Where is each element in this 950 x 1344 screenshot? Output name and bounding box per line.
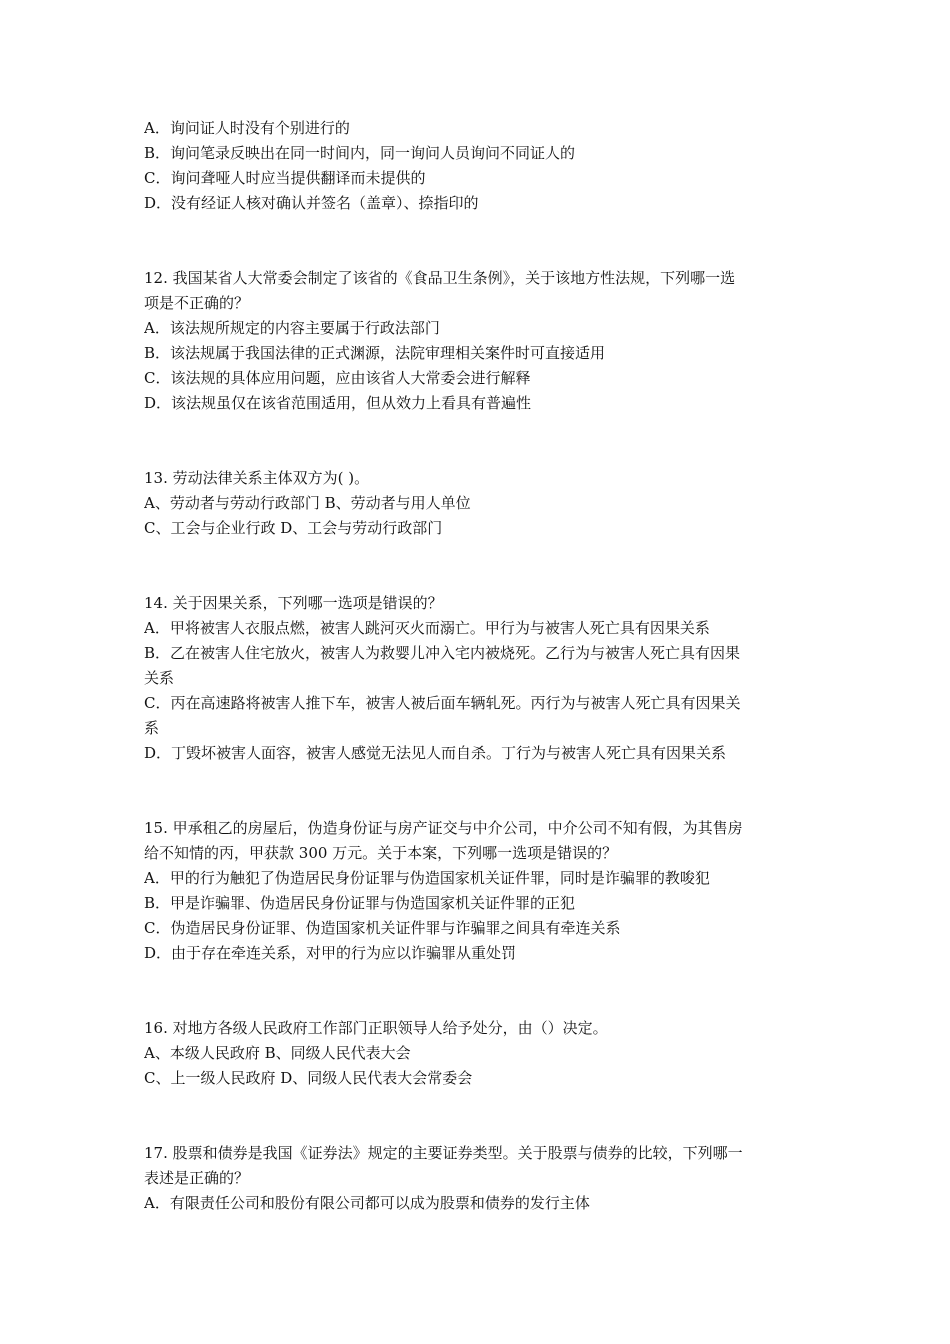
question-text: 项是不正确的？ [144, 294, 250, 312]
spacer [144, 966, 812, 1016]
option-b: B．乙在被害人住宅放火，被害人为救婴儿冲入宅内被烧死。乙行为与被害人死亡具有因果 [144, 644, 741, 662]
question-13 [144, 466, 812, 541]
document-body [144, 116, 812, 1216]
question-17 [144, 1141, 812, 1216]
question-text: 13. 劳动法律关系主体双方为( )。 [144, 469, 370, 487]
spacer [144, 541, 812, 591]
spacer [144, 766, 812, 816]
option-b: B．询问笔录反映出在同一时间内，同一询问人员询问不同证人的 [144, 144, 576, 162]
question-text: 17. 股票和债券是我国《证券法》规定的主要证券类型。关于股票与债券的比较，下列哪一 [144, 1144, 743, 1162]
option-c: C．丙在高速路将被害人推下车，被害人被后面车辆轧死。丙行为与被害人死亡具有因果关 [144, 694, 741, 712]
option-c: C．伪造居民身份证罪、伪造国家机关证件罪与诈骗罪之间具有牵连关系 [144, 919, 621, 937]
options-a-b: A、劳动者与劳动行政部门 B、劳动者与用人单位 [144, 494, 471, 512]
options-c-d: C、上一级人民政府 D、同级人民代表大会常委会 [144, 1069, 473, 1087]
option-d: D．由于存在牵连关系，对甲的行为应以诈骗罪从重处罚 [144, 944, 517, 962]
option-a: A．该法规所规定的内容主要属于行政法部门 [144, 319, 440, 337]
options-c-d: C、工会与企业行政 D、工会与劳动行政部门 [144, 519, 443, 537]
question-14 [144, 591, 812, 766]
option-a: A．有限责任公司和股份有限公司都可以成为股票和债券的发行主体 [144, 1194, 590, 1212]
question-11-options [144, 116, 812, 216]
question-text: 14. 关于因果关系，下列哪一选项是错误的？ [144, 594, 443, 612]
option-a: A．甲将被害人衣服点燃，被害人跳河灭火而溺亡。甲行为与被害人死亡具有因果关系 [144, 619, 710, 637]
option-b: B．甲是诈骗罪、伪造居民身份证罪与伪造国家机关证件罪的正犯 [144, 894, 576, 912]
spacer [144, 1091, 812, 1141]
question-text: 表述是正确的？ [144, 1169, 250, 1187]
option-c: C．该法规的具体应用问题，应由该省人大常委会进行解释 [144, 369, 531, 387]
option-b: B．该法规属于我国法律的正式渊源，法院审理相关案件时可直接适用 [144, 344, 606, 362]
option-d: D．丁毁坏被害人面容，被害人感觉无法见人而自杀。丁行为与被害人死亡具有因果关系 [144, 744, 727, 762]
question-12 [144, 266, 812, 416]
option-d: D．没有经证人核对确认并签名（盖章）、捺指印的 [144, 194, 479, 212]
options-a-b: A、本级人民政府 B、同级人民代表大会 [144, 1044, 411, 1062]
question-text: 12. 我国某省人大常委会制定了该省的《食品卫生条例》，关于该地方性法规，下列哪一选 [144, 269, 736, 287]
option-a: A．询问证人时没有个别进行的 [144, 119, 350, 137]
question-15 [144, 816, 812, 966]
spacer [144, 216, 812, 266]
question-text: 给不知情的丙，甲获款 300 万元。关于本案，下列哪一选项是错误的？ [144, 844, 618, 862]
question-16 [144, 1016, 812, 1091]
spacer [144, 416, 812, 466]
option-b-continued: 关系 [144, 669, 175, 687]
question-text: 15. 甲承租乙的房屋后，伪造身份证与房产证交与中介公司，中介公司不知有假，为其售房 [144, 819, 743, 837]
option-d: D．该法规虽仅在该省范围适用，但从效力上看具有普遍性 [144, 394, 532, 412]
option-c: C．询问聋哑人时应当提供翻译而未提供的 [144, 169, 426, 187]
option-a: A．甲的行为触犯了伪造居民身份证罪与伪造国家机关证件罪，同时是诈骗罪的教唆犯 [144, 869, 710, 887]
option-c-continued: 系 [144, 719, 160, 737]
question-text: 16. 对地方各级人民政府工作部门正职领导人给予处分，由（）决定。 [144, 1019, 608, 1037]
